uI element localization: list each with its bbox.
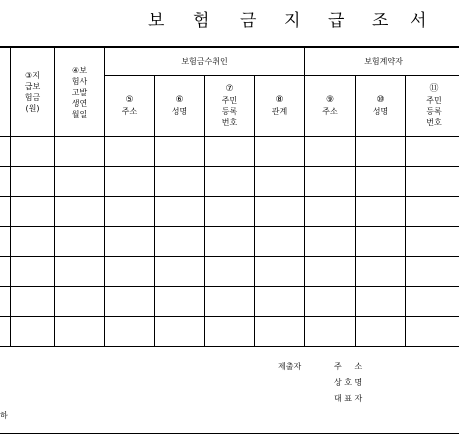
bottom-divider xyxy=(0,433,459,434)
table-cell[interactable] xyxy=(205,287,255,317)
table-cell[interactable] xyxy=(105,227,155,257)
table-cell[interactable] xyxy=(11,317,55,347)
table-cell[interactable] xyxy=(55,197,105,227)
header-text: ③지 xyxy=(25,71,40,80)
row-edge-cell xyxy=(0,137,11,167)
header-contractor-name xyxy=(356,76,406,137)
table-cell[interactable] xyxy=(406,257,459,287)
header-relationship xyxy=(255,76,305,137)
header-number: ⑤ xyxy=(125,95,134,105)
header-text: ④보 xyxy=(72,65,87,75)
table-cell[interactable] xyxy=(155,257,205,287)
table-cell[interactable] xyxy=(406,197,459,227)
header-recipient-rrn xyxy=(205,76,255,137)
header-text: 험금 xyxy=(24,93,41,102)
header-text: 주민 xyxy=(221,96,238,105)
table-cell[interactable] xyxy=(11,287,55,317)
table-row xyxy=(0,287,459,317)
header-recipient-address xyxy=(105,76,155,137)
table-cell[interactable] xyxy=(305,317,356,347)
table-row xyxy=(0,197,459,227)
header-text: 번호 xyxy=(426,118,442,127)
table-cell[interactable] xyxy=(11,257,55,287)
table-cell[interactable] xyxy=(205,167,255,197)
table-cell[interactable] xyxy=(155,137,205,167)
form-title xyxy=(148,6,428,30)
table-cell[interactable] xyxy=(155,227,205,257)
table-cell[interactable] xyxy=(255,197,305,227)
title-char: 서 xyxy=(410,11,427,31)
title-char: 지 xyxy=(284,11,301,31)
submitter-label: 제출자 xyxy=(278,362,302,371)
table-cell[interactable] xyxy=(205,227,255,257)
header-recipient-name xyxy=(155,76,205,137)
table-row xyxy=(0,167,459,197)
header-text: 번호 xyxy=(221,118,238,127)
table-cell[interactable] xyxy=(55,137,105,167)
title-char: 험 xyxy=(193,11,210,31)
table-cell[interactable] xyxy=(55,257,105,287)
table-cell[interactable] xyxy=(356,287,406,317)
table-cell[interactable] xyxy=(205,257,255,287)
table-cell[interactable] xyxy=(356,167,406,197)
header-text: 험사 xyxy=(71,76,88,86)
header-text: 등록 xyxy=(426,107,442,116)
table-cell[interactable] xyxy=(356,317,406,347)
header-number: ⑩ xyxy=(376,95,385,105)
table-cell[interactable] xyxy=(255,257,305,287)
table-cell[interactable] xyxy=(155,197,205,227)
header-text: 생연 xyxy=(71,98,88,108)
table-cell[interactable] xyxy=(11,227,55,257)
header-number: ⑥ xyxy=(175,95,184,105)
table-cell[interactable] xyxy=(11,137,55,167)
table-cell[interactable] xyxy=(356,227,406,257)
header-text: 성명 xyxy=(372,107,389,116)
table-cell[interactable] xyxy=(155,317,205,347)
title-char: 조 xyxy=(372,11,389,31)
table-row xyxy=(0,317,459,347)
table-cell[interactable] xyxy=(356,257,406,287)
header-text: 성명 xyxy=(171,107,188,116)
table-cell[interactable] xyxy=(406,317,459,347)
company-name-label: 상 호 명 xyxy=(334,378,363,387)
title-char: 급 xyxy=(328,11,345,31)
table-cell[interactable] xyxy=(406,227,459,257)
header-number: ⑪ xyxy=(429,84,439,94)
table-row xyxy=(0,227,459,257)
row-edge-cell xyxy=(0,167,11,197)
table-row xyxy=(0,257,459,287)
header-text: 고발 xyxy=(71,87,88,97)
table-cell[interactable] xyxy=(55,227,105,257)
header-contractor-address xyxy=(305,76,356,137)
header-text: 관계 xyxy=(271,107,288,116)
table-cell[interactable] xyxy=(255,317,305,347)
header-text: 주소 xyxy=(322,107,338,116)
table-cell[interactable] xyxy=(305,137,356,167)
table-cell[interactable] xyxy=(11,167,55,197)
header-text: (원) xyxy=(25,104,40,113)
table-cell[interactable] xyxy=(406,167,459,197)
col-left-edge xyxy=(0,47,11,137)
left-footnote-fragment: 하 xyxy=(0,411,8,420)
representative-label: 대 표 자 xyxy=(334,394,363,403)
title-char: 금 xyxy=(240,11,257,31)
header-contractor-group: 보험계약자 xyxy=(305,47,459,76)
table-cell[interactable] xyxy=(105,317,155,347)
table-cell[interactable] xyxy=(305,167,356,197)
table-cell[interactable] xyxy=(205,317,255,347)
header-text: 급보 xyxy=(24,82,41,91)
header-accident-date xyxy=(55,47,105,137)
table-cell[interactable] xyxy=(305,197,356,227)
table-cell[interactable] xyxy=(105,137,155,167)
table-cell[interactable] xyxy=(356,137,406,167)
row-edge-cell xyxy=(0,257,11,287)
header-paid-amount xyxy=(11,47,55,137)
table-cell[interactable] xyxy=(205,137,255,167)
table-cell[interactable] xyxy=(406,137,459,167)
address-label: 주 소 xyxy=(334,362,363,371)
table-cell[interactable] xyxy=(406,287,459,317)
header-text: 월일 xyxy=(71,109,88,119)
table-cell[interactable] xyxy=(255,287,305,317)
header-contractor-rrn xyxy=(406,76,459,137)
table-cell[interactable] xyxy=(105,257,155,287)
table-cell[interactable] xyxy=(305,257,356,287)
table-cell[interactable] xyxy=(305,227,356,257)
row-edge-cell xyxy=(0,197,11,227)
header-text: 주민 xyxy=(426,96,442,105)
table-cell[interactable] xyxy=(255,137,305,167)
title-char: 보 xyxy=(148,11,165,31)
table-cell[interactable] xyxy=(105,167,155,197)
table-cell[interactable] xyxy=(55,167,105,197)
header-number: ⑧ xyxy=(275,95,284,105)
row-edge-cell xyxy=(0,227,11,257)
table-cell[interactable] xyxy=(55,287,105,317)
header-recipient-group: 보험금수취인 xyxy=(105,47,305,76)
table-cell[interactable] xyxy=(105,197,155,227)
table-cell[interactable] xyxy=(255,227,305,257)
row-edge-cell xyxy=(0,287,11,317)
header-text: 주소 xyxy=(121,107,138,116)
table-cell[interactable] xyxy=(11,197,55,227)
payment-statement-table xyxy=(0,46,459,347)
table-cell[interactable] xyxy=(155,287,205,317)
table-cell[interactable] xyxy=(305,287,356,317)
table-cell[interactable] xyxy=(55,317,105,347)
table-cell[interactable] xyxy=(105,287,155,317)
table-row xyxy=(0,137,459,167)
header-text: 등록 xyxy=(221,107,238,116)
table-cell[interactable] xyxy=(356,197,406,227)
header-number: ⑨ xyxy=(325,95,335,105)
table-cell[interactable] xyxy=(255,167,305,197)
table-cell[interactable] xyxy=(205,197,255,227)
header-number: ⑦ xyxy=(225,84,234,94)
table-cell[interactable] xyxy=(155,167,205,197)
row-edge-cell xyxy=(0,317,11,347)
